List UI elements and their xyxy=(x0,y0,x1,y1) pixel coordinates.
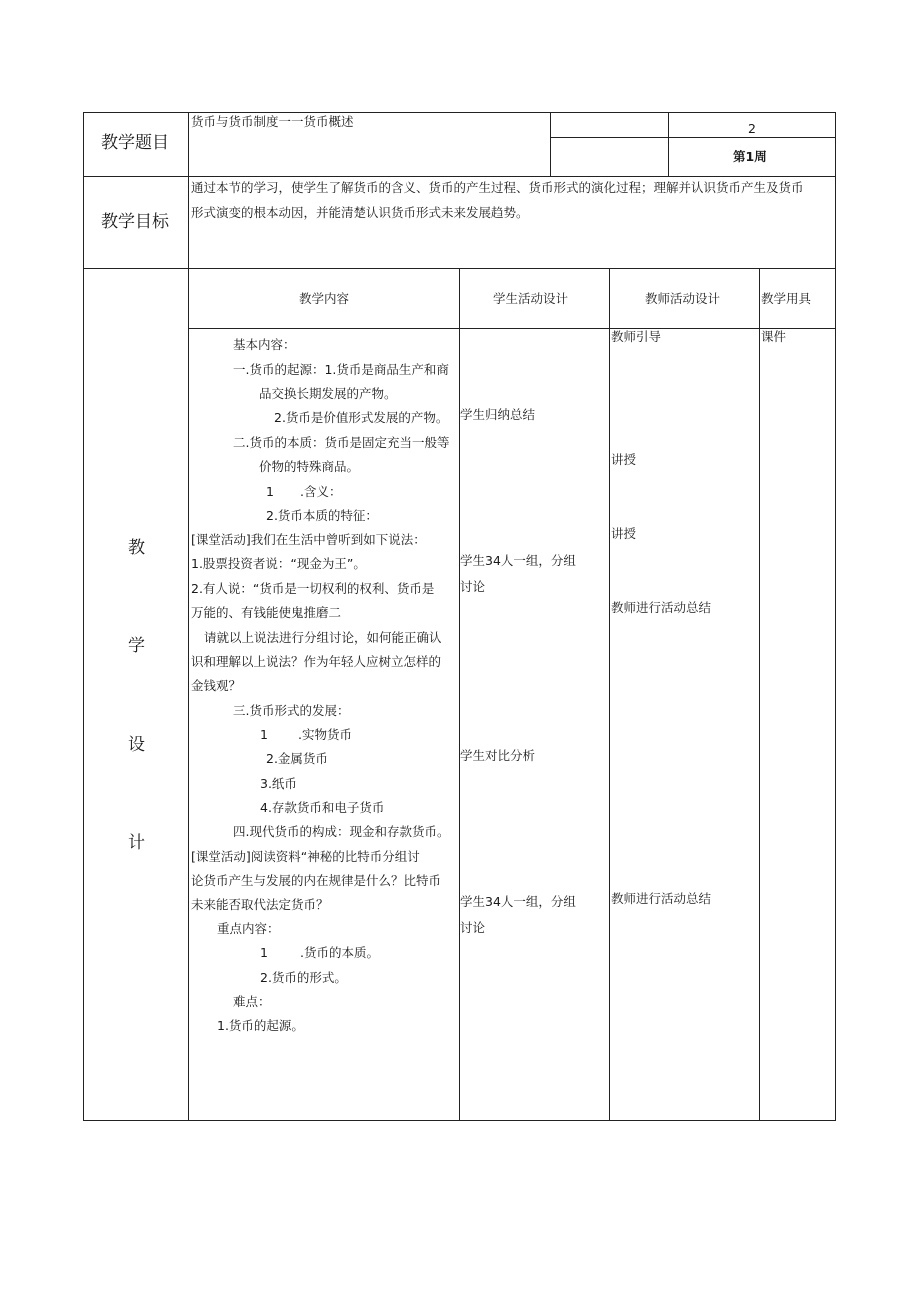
header-content: 教学内容 xyxy=(299,291,350,306)
teacher-activity: 讲授 xyxy=(611,452,637,467)
header-row-divider xyxy=(188,328,836,329)
content-line: 一.货币的起源：1.货币是商品生产和商 xyxy=(233,362,449,377)
teacher-activity: 教师进行活动总结 xyxy=(611,891,712,906)
table-border-left xyxy=(83,112,84,1121)
student-activity: 学生对比分析 xyxy=(460,748,536,763)
row1-divider-a xyxy=(550,112,551,177)
student-activity: 讨论 xyxy=(460,920,486,935)
content-line: [课堂活动]阅读资料“神秘的比特币分组讨 xyxy=(191,849,420,864)
design-side-char: 设 xyxy=(128,735,145,755)
header-student: 学生活动设计 xyxy=(493,291,569,306)
content-line: 论货币产生与发展的内在规律是什么？比特币 xyxy=(191,873,442,888)
teaching-tool: 课件 xyxy=(761,329,787,344)
header-teacher: 教师活动设计 xyxy=(645,291,721,306)
content-line: .实物货币 xyxy=(298,727,352,742)
content-line: 1 xyxy=(266,484,274,499)
design-column-divider-2 xyxy=(609,268,610,1121)
content-line: 2.货币是价值形式发展的产物。 xyxy=(274,410,449,425)
top-right-value: 2 xyxy=(748,121,756,136)
design-column-divider-3 xyxy=(759,268,760,1121)
content-line: 4.存款货币和电子货币 xyxy=(260,800,385,815)
content-line: 四.现代货币的构成：现金和存款货币。 xyxy=(233,824,450,839)
teacher-activity: 讲授 xyxy=(611,526,637,541)
design-column-divider-1 xyxy=(459,268,460,1121)
content-line: 价物的特殊商品。 xyxy=(259,459,360,474)
content-line: 1 xyxy=(260,727,268,742)
teacher-activity: 教师引导 xyxy=(611,329,662,344)
content-line: 二.货币的本质：货币是固定充当一般等 xyxy=(233,435,450,450)
content-line: 2.金属货币 xyxy=(266,751,328,766)
content-line: 2.货币的形式。 xyxy=(260,970,347,985)
content-line: [课堂活动]我们在生活中曾听到如下说法： xyxy=(191,532,426,547)
label-column-divider xyxy=(188,112,189,1121)
content-line: 2.有人说：“货币是一切权利的权利、货币是 xyxy=(191,581,435,596)
week-label: 第1周 xyxy=(733,149,767,164)
objective-label: 教学目标 xyxy=(101,212,169,232)
content-line: 金钱观？ xyxy=(191,678,242,693)
row-divider-1 xyxy=(83,176,836,177)
student-activity: 学生归纳总结 xyxy=(460,407,536,422)
content-line: 重点内容： xyxy=(217,921,280,936)
objective-text-line: 形式演变的根本动因，并能清楚认识货币形式未来发展趋势。 xyxy=(191,205,529,220)
content-line: 请就以上说法进行分组讨论，如何能正确认 xyxy=(204,630,442,645)
content-line: 1.货币的起源。 xyxy=(217,1018,304,1033)
content-line: .货币的本质。 xyxy=(300,945,379,960)
table-border-right xyxy=(835,112,836,1121)
header-tools: 教学用具 xyxy=(761,291,812,306)
content-line: 基本内容： xyxy=(233,337,296,352)
objective-text-line: 通过本节的学习，使学生了解货币的含义、货币的产生过程、货币形式的演化过程；理解并认识货币产生及货币 xyxy=(191,180,804,195)
content-line: 2.货币本质的特征： xyxy=(266,508,378,523)
student-activity: 学生34人一组，分组 xyxy=(460,894,576,909)
content-line: 万能的、有钱能使鬼推磨二 xyxy=(191,605,342,620)
content-line: .含义： xyxy=(300,484,342,499)
student-activity: 讨论 xyxy=(460,579,486,594)
content-line: 未来能否取代法定货币？ xyxy=(191,897,329,912)
design-side-char: 学 xyxy=(128,636,145,656)
design-side-char: 教 xyxy=(128,538,145,558)
content-line: 3.纸币 xyxy=(260,776,297,791)
table-border-top xyxy=(83,112,836,113)
row1-divider-b xyxy=(668,112,669,177)
topic-label: 教学题目 xyxy=(101,133,169,153)
content-line: 1 xyxy=(260,945,268,960)
topic-value: 货币与货币制度一一货币概述 xyxy=(191,114,354,129)
row1-mid-divider xyxy=(550,137,836,138)
content-line: 三.货币形式的发展： xyxy=(233,703,350,718)
student-activity: 学生34人一组，分组 xyxy=(460,553,576,568)
design-side-char: 计 xyxy=(128,833,145,853)
content-line: 难点： xyxy=(233,994,271,1009)
content-line: 1.股票投资者说：“现金为王”。 xyxy=(191,556,366,571)
content-line: 识和理解以上说法？作为年轻人应树立怎样的 xyxy=(191,654,442,669)
content-line: 品交换长期发展的产物。 xyxy=(259,386,397,401)
teacher-activity: 教师进行活动总结 xyxy=(611,600,712,615)
